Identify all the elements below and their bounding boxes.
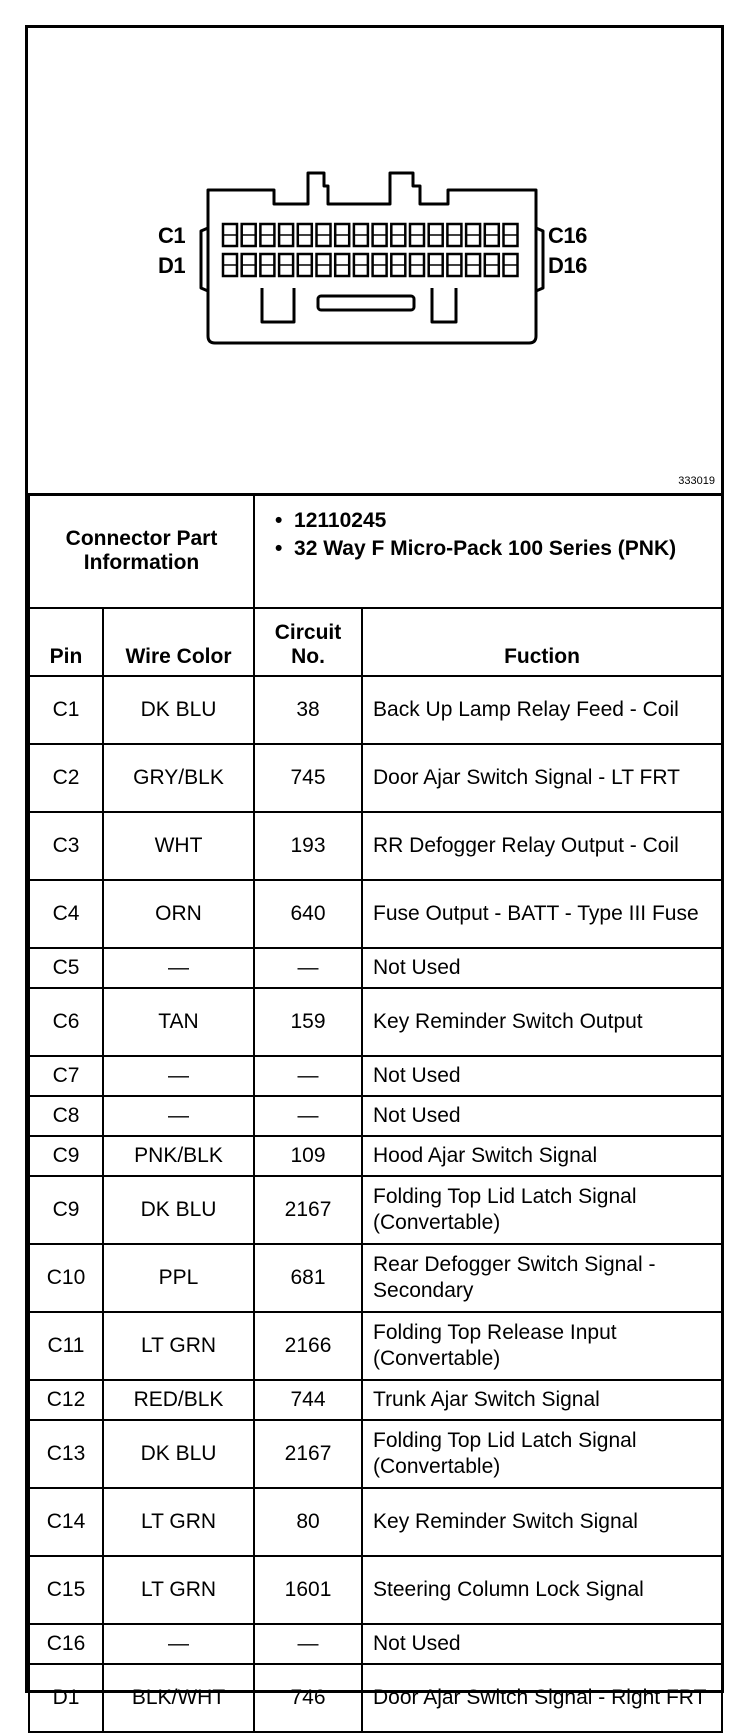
wire-color-cell: LT GRN — [103, 1556, 254, 1624]
table-row — [29, 988, 722, 1056]
function-cell: RR Defogger Relay Output - Coil — [362, 812, 722, 880]
pin-cell: C4 — [29, 880, 103, 948]
wire-color-cell: — — [103, 1056, 254, 1096]
function-cell: Hood Ajar Switch Signal — [362, 1136, 722, 1176]
table-row — [29, 1420, 722, 1488]
function-cell: Folding Top Release Input (Convertable) — [362, 1312, 722, 1380]
pin-cell: C9 — [29, 1136, 103, 1176]
wire-color-cell: BLK/WHT — [103, 1664, 254, 1732]
header-pin: Pin — [29, 608, 103, 676]
table-row — [29, 1624, 722, 1664]
table-row — [29, 948, 722, 988]
connector-info-row — [29, 494, 722, 608]
pin-cell: C3 — [29, 812, 103, 880]
wire-color-cell: RED/BLK — [103, 1380, 254, 1420]
pin-cell: C6 — [29, 988, 103, 1056]
connector-description: • 32 Way F Micro-Pack 100 Series (PNK) — [275, 537, 677, 560]
table-row — [29, 1096, 722, 1136]
circuit-cell: 746 — [254, 1664, 362, 1732]
wire-color-cell: PNK/BLK — [103, 1136, 254, 1176]
pinout-table — [28, 493, 723, 1733]
function-cell: Not Used — [362, 948, 722, 988]
wire-color-cell: TAN — [103, 988, 254, 1056]
connector-figure — [28, 28, 721, 496]
pin-label-d16: D16 — [548, 253, 587, 278]
pin-cell: C7 — [29, 1056, 103, 1096]
pin-cell: C12 — [29, 1380, 103, 1420]
table-row — [29, 1312, 722, 1380]
table-row — [29, 812, 722, 880]
pin-cell: C2 — [29, 744, 103, 812]
connector-info-list — [254, 494, 722, 608]
table-row — [29, 1488, 722, 1556]
circuit-cell: 2167 — [254, 1176, 362, 1244]
function-cell: Key Reminder Switch Signal — [362, 1488, 722, 1556]
pin-cell: C15 — [29, 1556, 103, 1624]
function-cell: Back Up Lamp Relay Feed - Coil — [362, 676, 722, 744]
circuit-cell: 80 — [254, 1488, 362, 1556]
table-row — [29, 1136, 722, 1176]
table-row — [29, 880, 722, 948]
table-row — [29, 676, 722, 744]
function-cell: Not Used — [362, 1096, 722, 1136]
circuit-cell: 1601 — [254, 1556, 362, 1624]
wire-color-cell: DK BLU — [103, 676, 254, 744]
circuit-cell: 109 — [254, 1136, 362, 1176]
table-row — [29, 1380, 722, 1420]
function-cell: Door Ajar Switch Signal - LT FRT — [362, 744, 722, 812]
pin-label-c16: C16 — [548, 223, 587, 248]
pin-cell: C11 — [29, 1312, 103, 1380]
circuit-cell: 640 — [254, 880, 362, 948]
pin-cell: C13 — [29, 1420, 103, 1488]
circuit-cell: 745 — [254, 744, 362, 812]
connector-face-drawing — [28, 28, 721, 493]
function-cell: Steering Column Lock Signal — [362, 1556, 722, 1624]
wire-color-cell: — — [103, 948, 254, 988]
function-cell: Fuse Output - BATT - Type III Fuse — [362, 880, 722, 948]
pin-cell: C8 — [29, 1096, 103, 1136]
wire-color-cell: — — [103, 1096, 254, 1136]
function-cell: Folding Top Lid Latch Signal (Convertable) — [362, 1176, 722, 1244]
wire-color-cell: WHT — [103, 812, 254, 880]
function-cell: Door Ajar Switch Signal - Right FRT — [362, 1664, 722, 1732]
wire-color-cell: DK BLU — [103, 1176, 254, 1244]
function-cell: Not Used — [362, 1056, 722, 1096]
part-number: • 12110245 — [275, 509, 387, 532]
table-row — [29, 1176, 722, 1244]
table-row — [29, 1244, 722, 1312]
header-circuit: Circuit No. — [254, 608, 362, 676]
pin-cell: D1 — [29, 1664, 103, 1732]
header-function: Fuction — [362, 608, 722, 676]
function-cell: Rear Defogger Switch Signal - Secondary — [362, 1244, 722, 1312]
circuit-cell: — — [254, 948, 362, 988]
connector-sheet — [25, 25, 724, 1709]
circuit-cell: 2167 — [254, 1420, 362, 1488]
wire-color-cell: LT GRN — [103, 1488, 254, 1556]
circuit-cell: 744 — [254, 1380, 362, 1420]
wire-color-cell: LT GRN — [103, 1312, 254, 1380]
wire-color-cell: DK BLU — [103, 1420, 254, 1488]
pin-cell: C5 — [29, 948, 103, 988]
circuit-cell: 2166 — [254, 1312, 362, 1380]
circuit-cell: 38 — [254, 676, 362, 744]
table-row — [29, 1056, 722, 1096]
pin-label-d1: D1 — [158, 253, 186, 278]
circuit-cell: 193 — [254, 812, 362, 880]
circuit-cell: — — [254, 1096, 362, 1136]
wire-color-cell: PPL — [103, 1244, 254, 1312]
wire-color-cell: ORN — [103, 880, 254, 948]
function-cell: Not Used — [362, 1624, 722, 1664]
wire-color-cell: GRY/BLK — [103, 744, 254, 812]
figure-number: 333019 — [678, 475, 715, 487]
circuit-cell: 159 — [254, 988, 362, 1056]
header-row — [29, 608, 722, 676]
table-row — [29, 1556, 722, 1624]
function-cell: Folding Top Lid Latch Signal (Convertable) — [362, 1420, 722, 1488]
header-wire-color: Wire Color — [103, 608, 254, 676]
connector-info-label: Connector Part Information — [29, 494, 254, 608]
function-cell: Key Reminder Switch Output — [362, 988, 722, 1056]
pin-cell: C10 — [29, 1244, 103, 1312]
circuit-cell: — — [254, 1624, 362, 1664]
pin-cell: C9 — [29, 1176, 103, 1244]
circuit-cell: — — [254, 1056, 362, 1096]
table-row — [29, 744, 722, 812]
pin-cell: C1 — [29, 676, 103, 744]
circuit-cell: 681 — [254, 1244, 362, 1312]
table-row — [29, 1664, 722, 1732]
pin-label-c1: C1 — [158, 223, 186, 248]
wire-color-cell: — — [103, 1624, 254, 1664]
function-cell: Trunk Ajar Switch Signal — [362, 1380, 722, 1420]
pin-cell: C16 — [29, 1624, 103, 1664]
pin-cell: C14 — [29, 1488, 103, 1556]
